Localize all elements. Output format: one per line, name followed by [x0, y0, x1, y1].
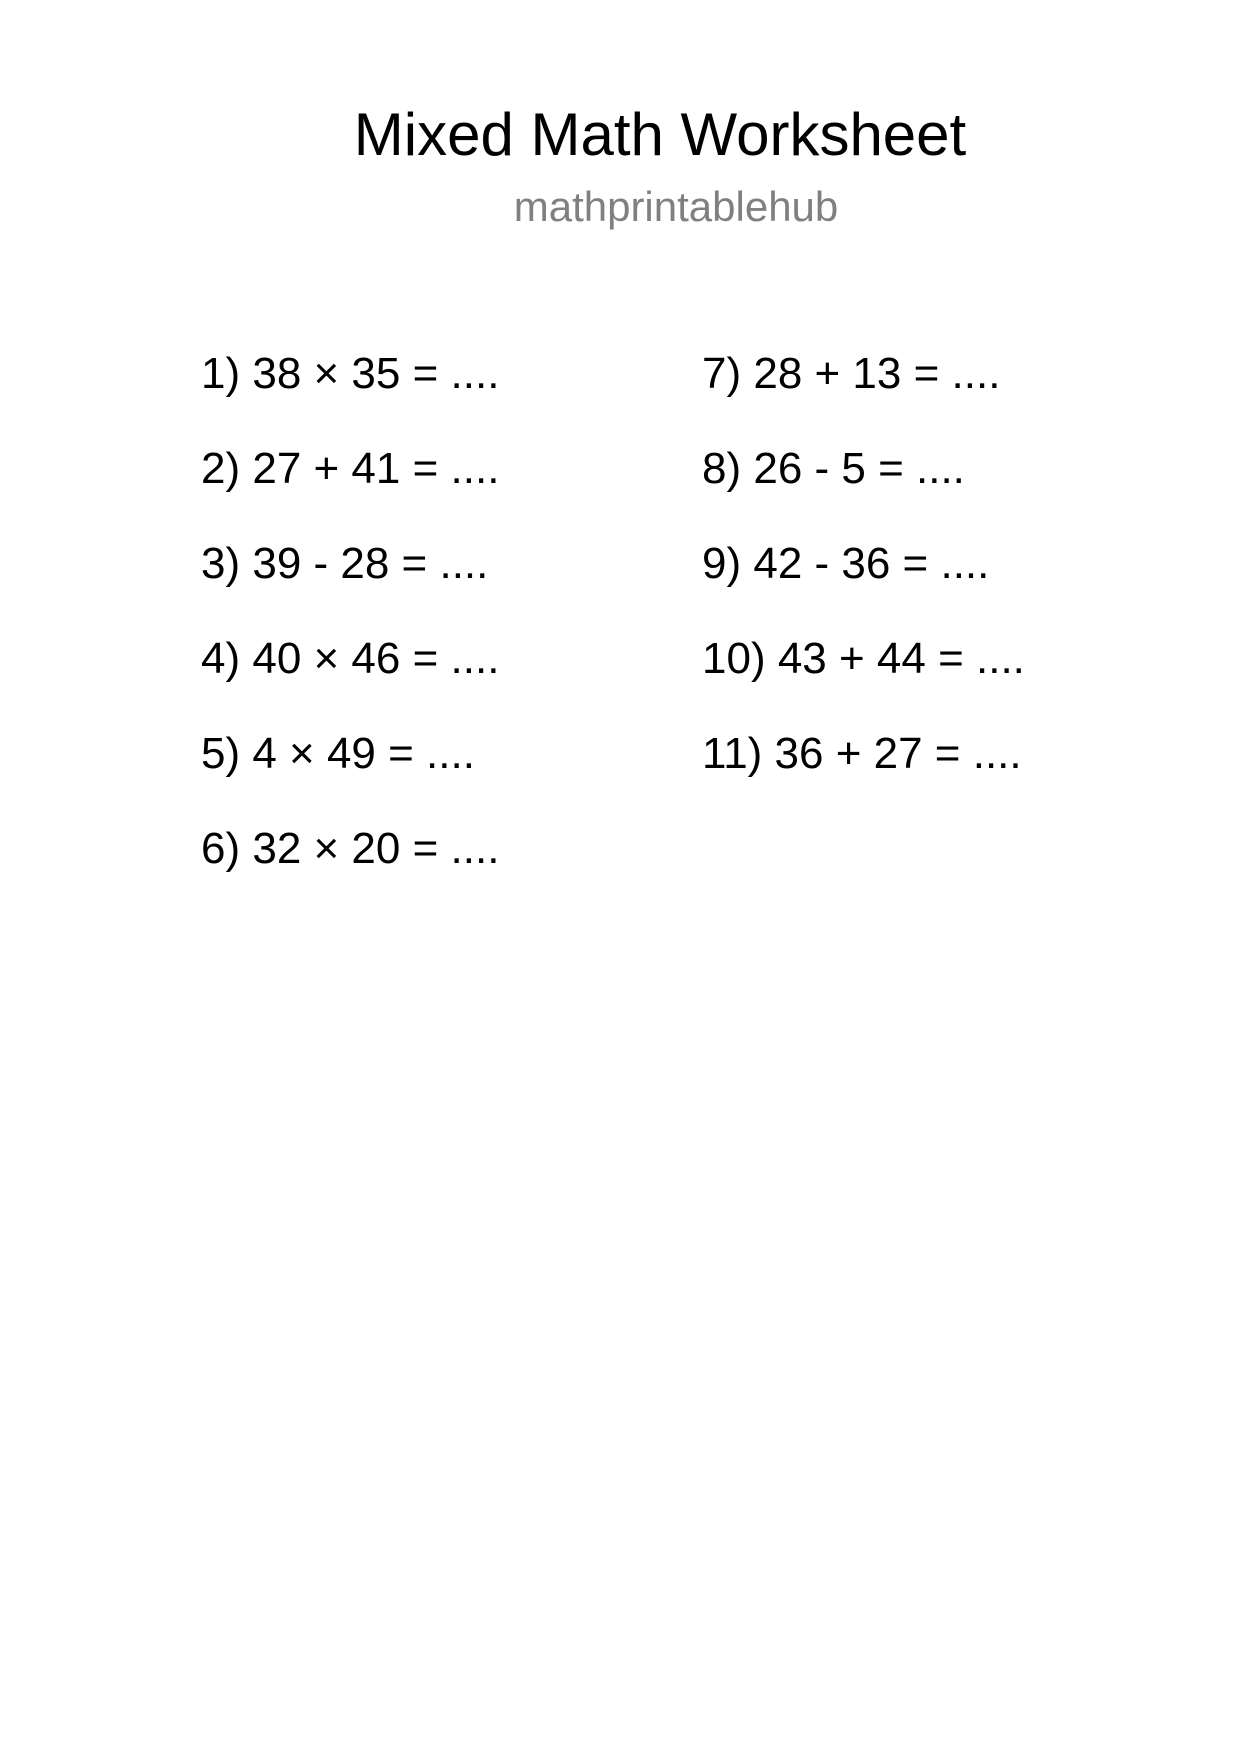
- problem-item: 1) 38 × 35 = ....: [201, 349, 500, 398]
- problem-item: 8) 26 - 5 = ....: [702, 444, 965, 493]
- problem-item: 3) 39 - 28 = ....: [201, 539, 489, 588]
- problem-item: 10) 43 + 44 = ....: [702, 634, 1025, 683]
- worksheet-subtitle: mathprintablehub: [513, 183, 839, 230]
- problem-item: 7) 28 + 13 = ....: [702, 349, 1001, 398]
- problem-item: 5) 4 × 49 = ....: [201, 729, 475, 778]
- problem-item: 2) 27 + 41 = ....: [201, 444, 500, 493]
- problem-item: 11) 36 + 27 = ....: [702, 729, 1022, 778]
- problem-item: 4) 40 × 46 = ....: [201, 634, 500, 683]
- problem-item: 6) 32 × 20 = ....: [201, 824, 500, 873]
- problem-column-left: [201, 348, 499, 918]
- problem-item: 9) 42 - 36 = ....: [702, 539, 990, 588]
- problem-column-right: [702, 348, 1025, 823]
- worksheet-title: Mixed Math Worksheet: [353, 101, 967, 168]
